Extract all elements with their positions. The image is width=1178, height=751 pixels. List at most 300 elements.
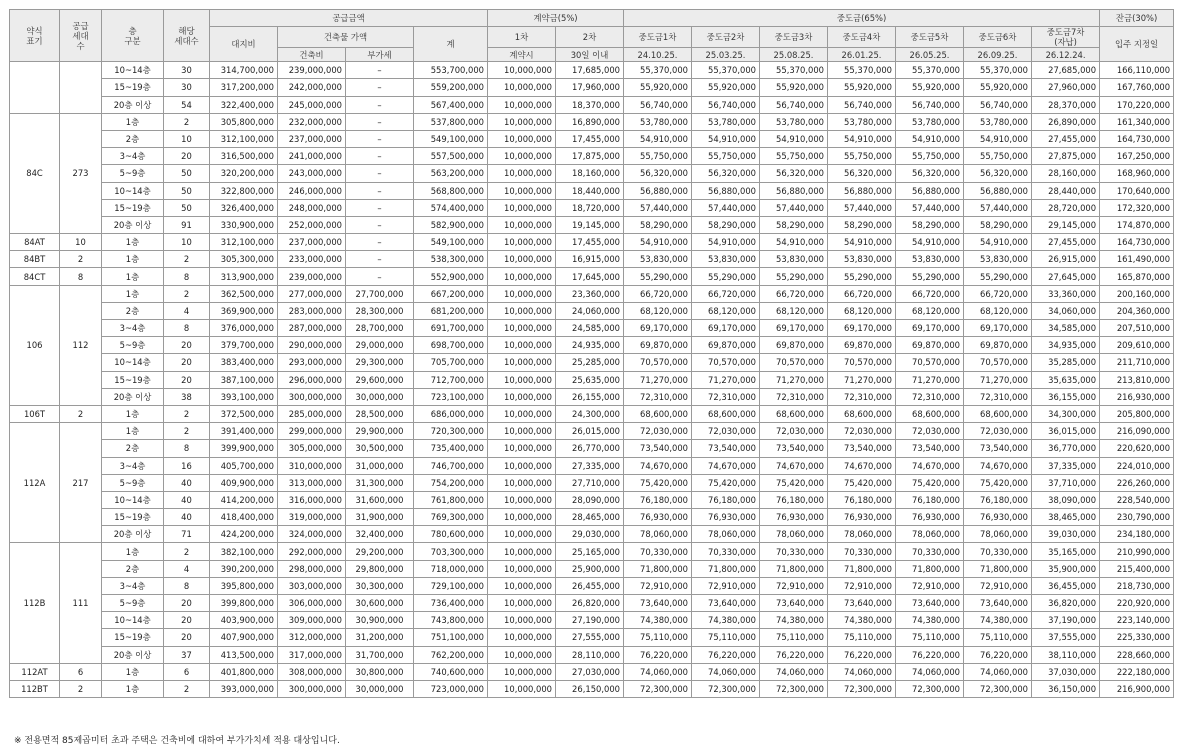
cell-vat: – [346,62,414,79]
cell-contract-2: 25,900,000 [556,560,624,577]
header-date-1: 24.10.25. [624,48,692,62]
cell-type: 112A [10,423,60,543]
header-date-2: 25.03.25. [692,48,760,62]
cell-contract-1: 10,000,000 [488,663,556,680]
cell-land: 320,200,000 [210,165,278,182]
cell-vat: 30,000,000 [346,388,414,405]
cell-middle-7: 27,645,000 [1032,268,1100,285]
cell-contract-2: 23,360,000 [556,285,624,302]
cell-land: 369,900,000 [210,302,278,319]
cell-middle-7: 27,455,000 [1032,130,1100,147]
cell-middle-5: 69,870,000 [896,337,964,354]
cell-units: 2 [164,543,210,560]
cell-middle-7: 37,190,000 [1032,612,1100,629]
cell-units: 50 [164,199,210,216]
cell-middle-1: 72,910,000 [624,577,692,594]
cell-middle-4: 76,180,000 [828,491,896,508]
cell-middle-1: 58,290,000 [624,216,692,233]
cell-middle-5: 55,920,000 [896,79,964,96]
cell-middle-6: 54,910,000 [964,234,1032,251]
cell-land: 317,200,000 [210,79,278,96]
cell-balance: 204,360,000 [1100,302,1174,319]
cell-balance: 205,800,000 [1100,405,1174,422]
cell-middle-5: 56,320,000 [896,165,964,182]
cell-land: 383,400,000 [210,354,278,371]
cell-contract-2: 18,440,000 [556,182,624,199]
cell-total: 718,000,000 [414,560,488,577]
cell-total: 538,300,000 [414,251,488,268]
cell-middle-3: 75,420,000 [760,474,828,491]
cell-floor-group: 5~9층 [102,474,164,491]
cell-contract-2: 29,030,000 [556,526,624,543]
header-units: 해당 세대수 [164,10,210,62]
table-row [10,182,1174,199]
header-contract-2-when: 30일 이내 [556,48,624,62]
table-row [10,199,1174,216]
cell-contract-2: 17,960,000 [556,79,624,96]
cell-middle-6: 55,920,000 [964,79,1032,96]
cell-contract-2: 27,710,000 [556,474,624,491]
header-date-7: 26.12.24. [1032,48,1100,62]
cell-middle-6: 69,170,000 [964,320,1032,337]
cell-balance: 168,960,000 [1100,165,1174,182]
cell-middle-7: 34,585,000 [1032,320,1100,337]
cell-contract-2: 28,465,000 [556,509,624,526]
cell-middle-3: 70,330,000 [760,543,828,560]
cell-contract-2: 17,455,000 [556,234,624,251]
cell-middle-7: 36,150,000 [1032,680,1100,697]
cell-units: 20 [164,148,210,165]
cell-contract-2: 27,030,000 [556,663,624,680]
cell-middle-5: 55,370,000 [896,62,964,79]
cell-middle-3: 69,870,000 [760,337,828,354]
cell-total: 720,300,000 [414,423,488,440]
cell-middle-5: 71,800,000 [896,560,964,577]
cell-middle-1: 69,170,000 [624,320,692,337]
cell-middle-5: 68,600,000 [896,405,964,422]
cell-units: 20 [164,354,210,371]
cell-middle-4: 56,880,000 [828,182,896,199]
cell-balance: 164,730,000 [1100,130,1174,147]
cell-contract-1: 10,000,000 [488,234,556,251]
cell-land: 395,800,000 [210,577,278,594]
cell-land: 372,500,000 [210,405,278,422]
cell-vat: – [346,251,414,268]
cell-units: 2 [164,680,210,697]
cell-middle-4: 68,120,000 [828,302,896,319]
cell-middle-4: 72,030,000 [828,423,896,440]
cell-building-cost: 246,000,000 [278,182,346,199]
header-building-price: 건축물 가액 [278,27,414,48]
cell-type: 84C [10,113,60,233]
cell-floor-group: 3~4층 [102,320,164,337]
cell-middle-4: 78,060,000 [828,526,896,543]
cell-floor-group: 1층 [102,285,164,302]
cell-middle-1: 55,290,000 [624,268,692,285]
cell-middle-2: 55,290,000 [692,268,760,285]
cell-supply-units: 111 [60,543,102,663]
cell-middle-3: 55,920,000 [760,79,828,96]
cell-land: 322,800,000 [210,182,278,199]
cell-balance: 228,660,000 [1100,646,1174,663]
cell-contract-2: 24,585,000 [556,320,624,337]
cell-middle-2: 68,600,000 [692,405,760,422]
cell-contract-1: 10,000,000 [488,629,556,646]
cell-middle-1: 76,180,000 [624,491,692,508]
cell-contract-2: 27,190,000 [556,612,624,629]
cell-units: 20 [164,595,210,612]
cell-vat: 29,600,000 [346,371,414,388]
cell-total: 537,800,000 [414,113,488,130]
cell-middle-3: 74,380,000 [760,612,828,629]
cell-units: 71 [164,526,210,543]
cell-contract-2: 26,820,000 [556,595,624,612]
cell-middle-4: 75,110,000 [828,629,896,646]
cell-contract-1: 10,000,000 [488,526,556,543]
cell-middle-7: 37,555,000 [1032,629,1100,646]
table-row [10,165,1174,182]
cell-middle-4: 72,910,000 [828,577,896,594]
cell-building-cost: 303,000,000 [278,577,346,594]
cell-units: 2 [164,285,210,302]
cell-middle-1: 66,720,000 [624,285,692,302]
cell-middle-1: 73,540,000 [624,440,692,457]
table-row [10,612,1174,629]
cell-floor-group: 3~4층 [102,577,164,594]
cell-building-cost: 290,000,000 [278,337,346,354]
cell-units: 50 [164,182,210,199]
cell-middle-3: 54,910,000 [760,234,828,251]
table-row [10,337,1174,354]
cell-middle-1: 56,880,000 [624,182,692,199]
cell-middle-6: 73,640,000 [964,595,1032,612]
table-row [10,96,1174,113]
cell-middle-1: 74,060,000 [624,663,692,680]
cell-floor-group: 3~4층 [102,457,164,474]
cell-middle-5: 56,740,000 [896,96,964,113]
cell-middle-3: 55,370,000 [760,62,828,79]
cell-middle-7: 28,160,000 [1032,165,1100,182]
header-middle-payment: 중도금(65%) [624,10,1100,27]
cell-middle-1: 69,870,000 [624,337,692,354]
cell-floor-group: 2층 [102,560,164,577]
cell-units: 2 [164,405,210,422]
cell-floor-group: 15~19층 [102,509,164,526]
cell-supply-units: 112 [60,285,102,405]
cell-vat: 29,200,000 [346,543,414,560]
header-balance-when: 입주 지정일 [1100,27,1174,62]
cell-balance: 224,010,000 [1100,457,1174,474]
cell-middle-7: 26,915,000 [1032,251,1100,268]
cell-middle-2: 58,290,000 [692,216,760,233]
cell-middle-2: 70,570,000 [692,354,760,371]
cell-contract-1: 10,000,000 [488,388,556,405]
cell-type: 112AT [10,663,60,680]
cell-middle-1: 68,600,000 [624,405,692,422]
header-middle-2: 중도금2차 [692,27,760,48]
cell-building-cost: 287,000,000 [278,320,346,337]
cell-floor-group: 15~19층 [102,79,164,96]
cell-middle-2: 54,910,000 [692,234,760,251]
cell-middle-6: 72,300,000 [964,680,1032,697]
cell-supply-units [60,62,102,114]
cell-land: 414,200,000 [210,491,278,508]
cell-middle-6: 55,370,000 [964,62,1032,79]
cell-middle-1: 71,800,000 [624,560,692,577]
cell-contract-1: 10,000,000 [488,680,556,697]
cell-middle-2: 72,310,000 [692,388,760,405]
cell-contract-2: 17,455,000 [556,130,624,147]
cell-units: 2 [164,113,210,130]
cell-building-cost: 283,000,000 [278,302,346,319]
cell-middle-1: 76,220,000 [624,646,692,663]
cell-total: 761,800,000 [414,491,488,508]
cell-units: 40 [164,474,210,491]
cell-middle-7: 35,165,000 [1032,543,1100,560]
cell-middle-3: 72,030,000 [760,423,828,440]
cell-vat: – [346,130,414,147]
cell-middle-7: 27,960,000 [1032,79,1100,96]
header-contract-2: 2차 [556,27,624,48]
cell-total: 780,600,000 [414,526,488,543]
cell-land: 393,100,000 [210,388,278,405]
header-middle-5: 중도금5차 [896,27,964,48]
cell-contract-2: 16,890,000 [556,113,624,130]
table-row [10,234,1174,251]
cell-land: 413,500,000 [210,646,278,663]
cell-floor-group: 1층 [102,405,164,422]
cell-vat: 30,800,000 [346,663,414,680]
cell-middle-5: 53,830,000 [896,251,964,268]
cell-middle-6: 74,670,000 [964,457,1032,474]
table-row [10,388,1174,405]
cell-vat: – [346,113,414,130]
cell-land: 399,800,000 [210,595,278,612]
cell-middle-2: 74,380,000 [692,612,760,629]
cell-middle-7: 36,770,000 [1032,440,1100,457]
cell-units: 38 [164,388,210,405]
cell-middle-6: 71,800,000 [964,560,1032,577]
cell-balance: 167,250,000 [1100,148,1174,165]
cell-vat: – [346,79,414,96]
cell-contract-1: 10,000,000 [488,251,556,268]
cell-balance: 167,760,000 [1100,79,1174,96]
cell-middle-4: 54,910,000 [828,130,896,147]
cell-contract-1: 10,000,000 [488,268,556,285]
cell-vat: 30,500,000 [346,440,414,457]
cell-contract-1: 10,000,000 [488,440,556,457]
cell-vat: – [346,216,414,233]
cell-units: 6 [164,663,210,680]
cell-middle-7: 35,635,000 [1032,371,1100,388]
cell-middle-2: 57,440,000 [692,199,760,216]
cell-balance: 228,540,000 [1100,491,1174,508]
cell-middle-2: 53,830,000 [692,251,760,268]
cell-middle-2: 73,540,000 [692,440,760,457]
cell-total: 691,700,000 [414,320,488,337]
cell-middle-1: 74,670,000 [624,457,692,474]
cell-middle-4: 74,380,000 [828,612,896,629]
cell-middle-7: 38,465,000 [1032,509,1100,526]
cell-vat: – [346,234,414,251]
cell-contract-1: 10,000,000 [488,62,556,79]
header-floor-group: 층 구분 [102,10,164,62]
cell-balance: 164,730,000 [1100,234,1174,251]
header-contract-1: 1차 [488,27,556,48]
cell-middle-3: 76,930,000 [760,509,828,526]
cell-total: 552,900,000 [414,268,488,285]
cell-land: 312,100,000 [210,130,278,147]
cell-balance: 161,490,000 [1100,251,1174,268]
table-row [10,62,1174,79]
header-building-cost: 건축비 [278,48,346,62]
header-middle-4: 중도금4차 [828,27,896,48]
header-date-4: 26.01.25. [828,48,896,62]
cell-middle-6: 56,880,000 [964,182,1032,199]
table-row [10,130,1174,147]
cell-middle-6: 70,330,000 [964,543,1032,560]
cell-middle-7: 37,335,000 [1032,457,1100,474]
cell-vat: 28,700,000 [346,320,414,337]
cell-middle-1: 55,750,000 [624,148,692,165]
cell-land: 393,000,000 [210,680,278,697]
cell-contract-1: 10,000,000 [488,113,556,130]
cell-balance: 215,400,000 [1100,560,1174,577]
cell-middle-7: 29,145,000 [1032,216,1100,233]
cell-vat: 31,600,000 [346,491,414,508]
table-row [10,457,1174,474]
cell-floor-group: 5~9층 [102,165,164,182]
cell-middle-3: 55,290,000 [760,268,828,285]
cell-balance: 211,710,000 [1100,354,1174,371]
table-row [10,491,1174,508]
cell-supply-units: 10 [60,234,102,251]
cell-vat: 31,300,000 [346,474,414,491]
cell-contract-2: 26,770,000 [556,440,624,457]
cell-middle-2: 71,270,000 [692,371,760,388]
cell-balance: 165,870,000 [1100,268,1174,285]
cell-middle-1: 57,440,000 [624,199,692,216]
cell-middle-2: 72,910,000 [692,577,760,594]
cell-middle-1: 76,930,000 [624,509,692,526]
cell-middle-6: 76,930,000 [964,509,1032,526]
cell-middle-1: 54,910,000 [624,234,692,251]
cell-middle-1: 70,330,000 [624,543,692,560]
cell-land: 424,200,000 [210,526,278,543]
cell-contract-2: 16,915,000 [556,251,624,268]
cell-middle-6: 56,320,000 [964,165,1032,182]
cell-middle-1: 72,030,000 [624,423,692,440]
cell-middle-4: 66,720,000 [828,285,896,302]
table-row [10,577,1174,594]
table-row [10,646,1174,663]
table-row [10,423,1174,440]
cell-units: 8 [164,320,210,337]
cell-middle-3: 76,220,000 [760,646,828,663]
cell-middle-4: 74,670,000 [828,457,896,474]
cell-vat: – [346,96,414,113]
cell-middle-4: 55,920,000 [828,79,896,96]
cell-middle-7: 28,370,000 [1032,96,1100,113]
cell-middle-7: 36,155,000 [1032,388,1100,405]
cell-units: 54 [164,96,210,113]
cell-contract-2: 26,015,000 [556,423,624,440]
cell-middle-4: 54,910,000 [828,234,896,251]
cell-balance: 216,900,000 [1100,680,1174,697]
table-row [10,302,1174,319]
cell-middle-2: 75,110,000 [692,629,760,646]
cell-middle-5: 78,060,000 [896,526,964,543]
cell-building-cost: 293,000,000 [278,354,346,371]
cell-middle-5: 72,300,000 [896,680,964,697]
cell-building-cost: 324,000,000 [278,526,346,543]
cell-middle-4: 69,870,000 [828,337,896,354]
cell-balance: 218,730,000 [1100,577,1174,594]
cell-middle-1: 73,640,000 [624,595,692,612]
cell-middle-2: 53,780,000 [692,113,760,130]
cell-vat: – [346,199,414,216]
cell-middle-3: 74,060,000 [760,663,828,680]
cell-middle-3: 56,320,000 [760,165,828,182]
cell-middle-3: 68,600,000 [760,405,828,422]
cell-vat: – [346,268,414,285]
cell-contract-2: 26,150,000 [556,680,624,697]
cell-building-cost: 237,000,000 [278,234,346,251]
cell-floor-group: 2층 [102,302,164,319]
cell-middle-1: 53,830,000 [624,251,692,268]
cell-vat: 30,600,000 [346,595,414,612]
cell-units: 91 [164,216,210,233]
cell-contract-1: 10,000,000 [488,96,556,113]
cell-middle-7: 36,015,000 [1032,423,1100,440]
table-row [10,405,1174,422]
cell-middle-5: 76,220,000 [896,646,964,663]
cell-middle-6: 54,910,000 [964,130,1032,147]
cell-middle-7: 26,890,000 [1032,113,1100,130]
cell-units: 4 [164,302,210,319]
cell-type: 106 [10,285,60,405]
table-row [10,526,1174,543]
cell-middle-1: 54,910,000 [624,130,692,147]
cell-middle-7: 27,685,000 [1032,62,1100,79]
cell-building-cost: 233,000,000 [278,251,346,268]
cell-middle-1: 75,110,000 [624,629,692,646]
header-date-3: 25.08.25. [760,48,828,62]
cell-middle-4: 76,930,000 [828,509,896,526]
table-row [10,216,1174,233]
cell-middle-7: 33,360,000 [1032,285,1100,302]
cell-contract-2: 25,635,000 [556,371,624,388]
cell-middle-6: 55,750,000 [964,148,1032,165]
cell-balance: 220,920,000 [1100,595,1174,612]
cell-middle-3: 75,110,000 [760,629,828,646]
cell-total: 723,100,000 [414,388,488,405]
cell-vat: 29,000,000 [346,337,414,354]
cell-vat: 30,300,000 [346,577,414,594]
cell-type: 106T [10,405,60,422]
cell-land: 409,900,000 [210,474,278,491]
cell-floor-group: 1층 [102,543,164,560]
cell-middle-2: 74,670,000 [692,457,760,474]
cell-balance: 170,220,000 [1100,96,1174,113]
cell-land: 390,200,000 [210,560,278,577]
cell-floor-group: 1층 [102,268,164,285]
cell-contract-2: 27,555,000 [556,629,624,646]
cell-contract-1: 10,000,000 [488,457,556,474]
cell-contract-2: 18,160,000 [556,165,624,182]
supply-price-table [9,9,1174,698]
cell-floor-group: 15~19층 [102,371,164,388]
